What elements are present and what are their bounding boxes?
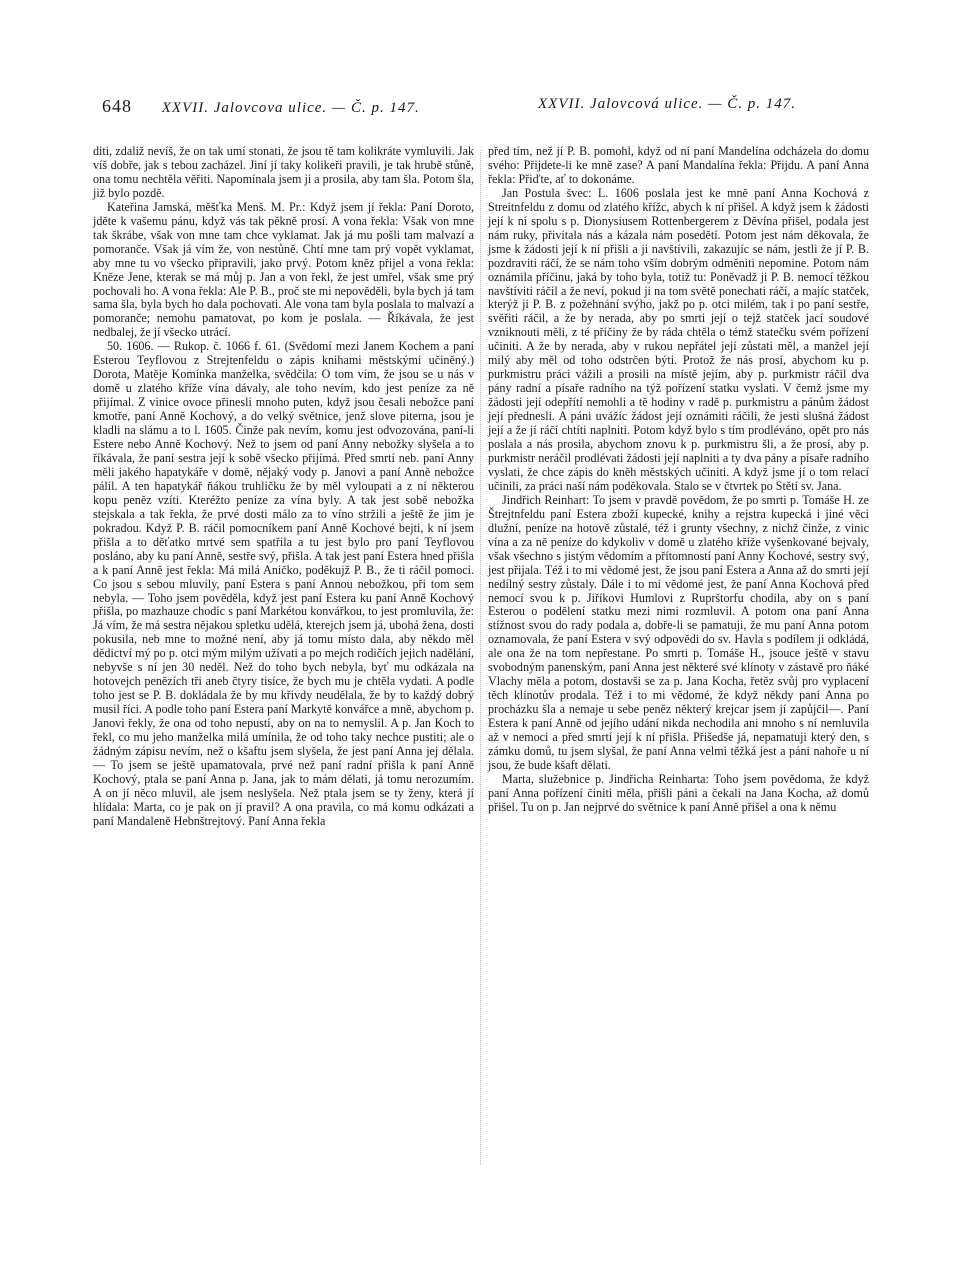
paragraph: Jan Postula švec: L. 1606 poslala jest ke mně paní Anna Kochová z Streitnfeldu z domu od zlatého křížc, abych k ní přišel. A když jsem k žádosti její k ní spolu s p. Dionysiusem Rottenbergerem z Děvína přišel, podala jest nám ruky, přivítala nás a kázala nám posedětí. Potom jest nám děkovala, že jsme k žádosti její k ní přišli a ji navštívili, zakazujíc se nám, jestli že jí P. B. pozdraviti ráčí, že se nám toho vším dobrým odměniti nepomine. Potom nám oznámila příčinu, jaká by toho byla, totiž tu: Poněvadž ji P. B. nemocí těžkou navštíviti ráčil a že neví, pokud ji na tom světě ponechati ráčí, a majíc statček, kterýž ji P. B. z požehnání svýho, jakž po p. otci milém, tak i po paní sestře, svěřiti ráčil, a že by nerada, aby po smrti její o tejž statček jací soudové vzniknouti měli, z té příčiny že by ráda chtěla o témž statečku svém pořízení učiniti. A že by nerada, aby v rukou nepřátel její zůstati měl, a manžel její milý aby měl od toho odstrčen býti. Protož že nás prosí, abychom ku p. purkmistru práci vážili a prosili na místě jejím, aby p. purkmistr ráčil dva pány radní a písaře radního na týž pořízení statku vyslati. V čemž jsme my žádosti její odepřítí nemohli a tě hodiny v radě p. purkmistru a pánům žádost její přednesli. A páni uvážíc žádost její oznámiti ráčili, že jesti slušná žádost její a že jí ráčí chtíti naplniti. Potom když bylo s tím prodléváno, opět pro nás poslala a nás prosila, abychom znovu k p. purkmistru šli, a že prosí, aby p. purkmistr neráčil prodlévati žádosti její naplniti a ty dva pány a písaře radního vyslati, že chce zápis do kněh městských učiniti. A když jsme jí o tom relací učinili, za práci naší nám poděkovala. Stalo se v čtvrtek po Stětí sv. Jana.	[488, 185, 869, 493]
paragraph: před tím, než jí P. B. pomohl, když od ní paní Mandelína odcházela do domu svého: Přijdete-li ke mně zase? A paní Mandalína řekla: Přijdu. A paní Anna řekla: Přiďte, ať to dokonáme.	[488, 144, 869, 186]
page-header-right	[538, 96, 796, 113]
page-header-left	[102, 96, 420, 117]
paragraph: 50. 1606. — Rukop. č. 1066 f. 61. (Svědomí mezi Janem Kochem a paní Esterou Teyflovou z Strejtenfeldu o zápis knihami městskými učiněný.) Dorota, Matěje Komínka manželka, svědčila: O tom vím, že jsou se u nás v domě u zlatého kříže vína dávaly, ale toho nevím, kdo jest peníze za ně přijímal. Z vinice ovoce přinesli mnoho puten, když jsou česali nebožce paní kmotře, paní Anně Kochový, a do velký světnice, jenž slove piterna, jsou je kladli na slámu a to l. 1605. Činže pak nevím, komu jest odvozována, paní-li Estere nebo Anně Kochový. Než to jsem od paní Anny nebožky slyšela a to říkávala, že paní sestra její k sobě všecko přijímá. Před smrtí neb. paní Anny měli jakého hapatykáře v domě, nějaký vody p. Janovi a paní Anně nebožce pálil. A ten hapatykář ňákou truhličku že by měl vyloupati a z ní některou kopu peněz vzíti. Kteréžto peníze za vína byly. A tak jest sobě nebožka stejskala a tak řekla, že prvé dosti málo za to víno stržili a ještě že jim je pokradou. Když P. B. ráčil pomocníkem paní Anně Kochové bejti, k ní jsem přišla a to děťatko mrtvé sem spatřila a tu jest bylo pro paní Teyflovou posláno, aby ku paní Anně, sestře svý, přišla. A tak jest paní Estera hned přišla a k paní Anně jest řekla: Má milá Aničko, poděkujž P. B., že ti ráčil pomoci. Co jsou s sebou mluvily, paní Estera s paní Annou nebožkou, při tom sem nebyla. — Toho jsem pověděla, když jest paní Estera ku paní Anně Kochový přišla, po mazhauze chodíc s paní Markétou konvářkou, to jest promluvila, že: Já vím, že má sestra nějakou spletku udělá, kterejch jsem já, ubohá žena, dosti pokusila, neb mne to možné není, aby já tomu místo dala, aby někdo měl dědictví mý po p. otci mým milým užívati a po mejch rodičích jejich nadělání, nebyvše s ní jen 30 neděl. Než do toho bych nebyla, byť mu odkázala na hotovejch penězích tři aneb čtyry tisíce, že bych mu je chtěla vydati. A podle toho jest se P. B. dokládala že by mu křivdy neudělala, že by to každý dobrý musil říci. A podle toho paní Estera paní Markytě konvářce a mně, abychom p. Janovi řekly, že ona od toho nepustí, aby on na to nemyslil. A p. Jan Koch to řekl, co mu jeho manželka milá umínila, že od toho taky nechce pustiti; ale o žádným zápisu nevím, než o kšaftu jsem slyšela, že jest paní Anna jej dělala. — To jsem se ještě upamatovala, prvé než paní radní přišla k paní Anně Kochový, ptala se paní Anna p. Jana, jak to mám dělati, já tomu nerozumím. A on jí něco mluvil, ale jsem neslyšela. Než ptala jsem se ty ženy, která jí hlídala: Marta, co je pak on jí pravil? A ona pravila, co má komu odkázati a paní Mandaleně Hebnštrejtový. Paní Anna řekla	[93, 339, 474, 828]
paragraph: diti, zdaliž nevíš, že on tak umí stonati, že jsou tě tam kolikráte vymluvili. Jak víš dobře, jak s tebou zacházel. Jiní jí taky kolikeři pravili, je tak hrubě stůně, ona tomu nechtěla věřiti. Napomínala jsem ji a prosila, aby tam šla. Potom šla, již bylo pozdě.	[93, 144, 474, 200]
left-text-column	[93, 145, 474, 829]
running-title-left: XXVII. Jalovcova ulice. — Č. p. 147.	[161, 100, 420, 116]
paragraph: Jindřich Reinhart: To jsem v pravdě povědom, že po smrti p. Tomáše H. ze Štrejtnfeldu paní Estera zboží kupecké, knihy a rejstra kupecká i jiné věci dlužní, peníze na hotově zůstalé, též i grunty všechny, z nichž činže, z vinic vína a za ně peníze do kdykoliv v domě u zlatého kříže vyšenkované bejvaly, však všechno s jistým vědomím a přítomností paní Anny Kochové, sestry svý, jest přijala. Též i to mi vědomé jest, že jsou paní Estera a Anna až do smrti její nedílný sestry zůstaly. Dále i to mi vědomé jest, že paní Anna Kochová před nemocí svou k p. Jiříkovi Humlovi z Ruprštorfu chodila, aby on s paní Esterou o podělení statku mezi nimi rozmluvil. A potom ona paní Anna stížnost svou do rady podala a, dobře-li se pamatuji, že mu paní Anna potom oznamovala, že paní Estera v svý odpovědi do sv. Havla s podílem ji odkládá, ale ona že na tom nepřestane. Po smrti p. Tomáše H., jsouce ještě v stavu svobodným panenským, paní Anna jest některé své klínoty v zástavě pro ňáké Vlachy měla a potom, dostavši se za p. Jana Kocha, řetěz svůj pro vyplacení těch klínotův prodala. Též i to mi vědomé, že když někdy paní Anna po procházku šla a nemaje u sebe peněz některý krejcar jsem jí zapůjčil—. Paní Estera k paní Anně od jejího udání nikda nechodila ani mnoho s ní nemluvila až v nemoci a před smrtí její k ní přišla. Přišedše já, nepamatuji který den, s zámku domů, tu jsem slyšal, že paní Anna velmi těžká jest a páni nahoře u ní jsou, že bude kšaft dělati.	[488, 492, 869, 772]
paragraph: Kateřina Jamská, měšťka Menš. M. Pr.: Když jsem jí řekla: Paní Doroto, jděte k vašemu pánu, když vás tak pěkně prosí. A vona řekla: Však von mne tak škrábe, však von mne tam chce vyklamat. Jak já mu pošli tam malvazí a pomoranče. Však já vím že, von nestůně. Chtí mne tam prý vopět vyklamat, aby mne tu vo všecko připravili, jako prvý. Potom kněz přijel a vona řekla: Kněze Jene, kterak se má můj p. Jan a von řekl, že jest umřel, však sme prý pochovali ho. A vona řekla: Ale P. B., proč ste mi nepověděli, byla bych já tam sama šla, byla bych ho dala pochovati. Ale vona tam byla poslala to malvazí a pomoranče; nemohu pamatovat, po kom je poslala. — Říkávala, že jest nedbalej, že jí všecko utrácí.	[93, 199, 474, 340]
right-text-column	[488, 145, 869, 815]
column-divider	[480, 150, 481, 1165]
paragraph: Marta, služebnice p. Jindřicha Reinharta: Toho jsem povědoma, že když paní Anna pořízení činiti měla, přišli páni a čekali na Jana Kocha, až domů přišel. Tu on p. Jan nejprvé do světnice k paní Anně přišel a ona k němu	[488, 771, 869, 814]
page-number: 648	[102, 96, 132, 116]
running-title-right: XXVII. Jalovcová ulice. — Č. p. 147.	[538, 96, 797, 112]
